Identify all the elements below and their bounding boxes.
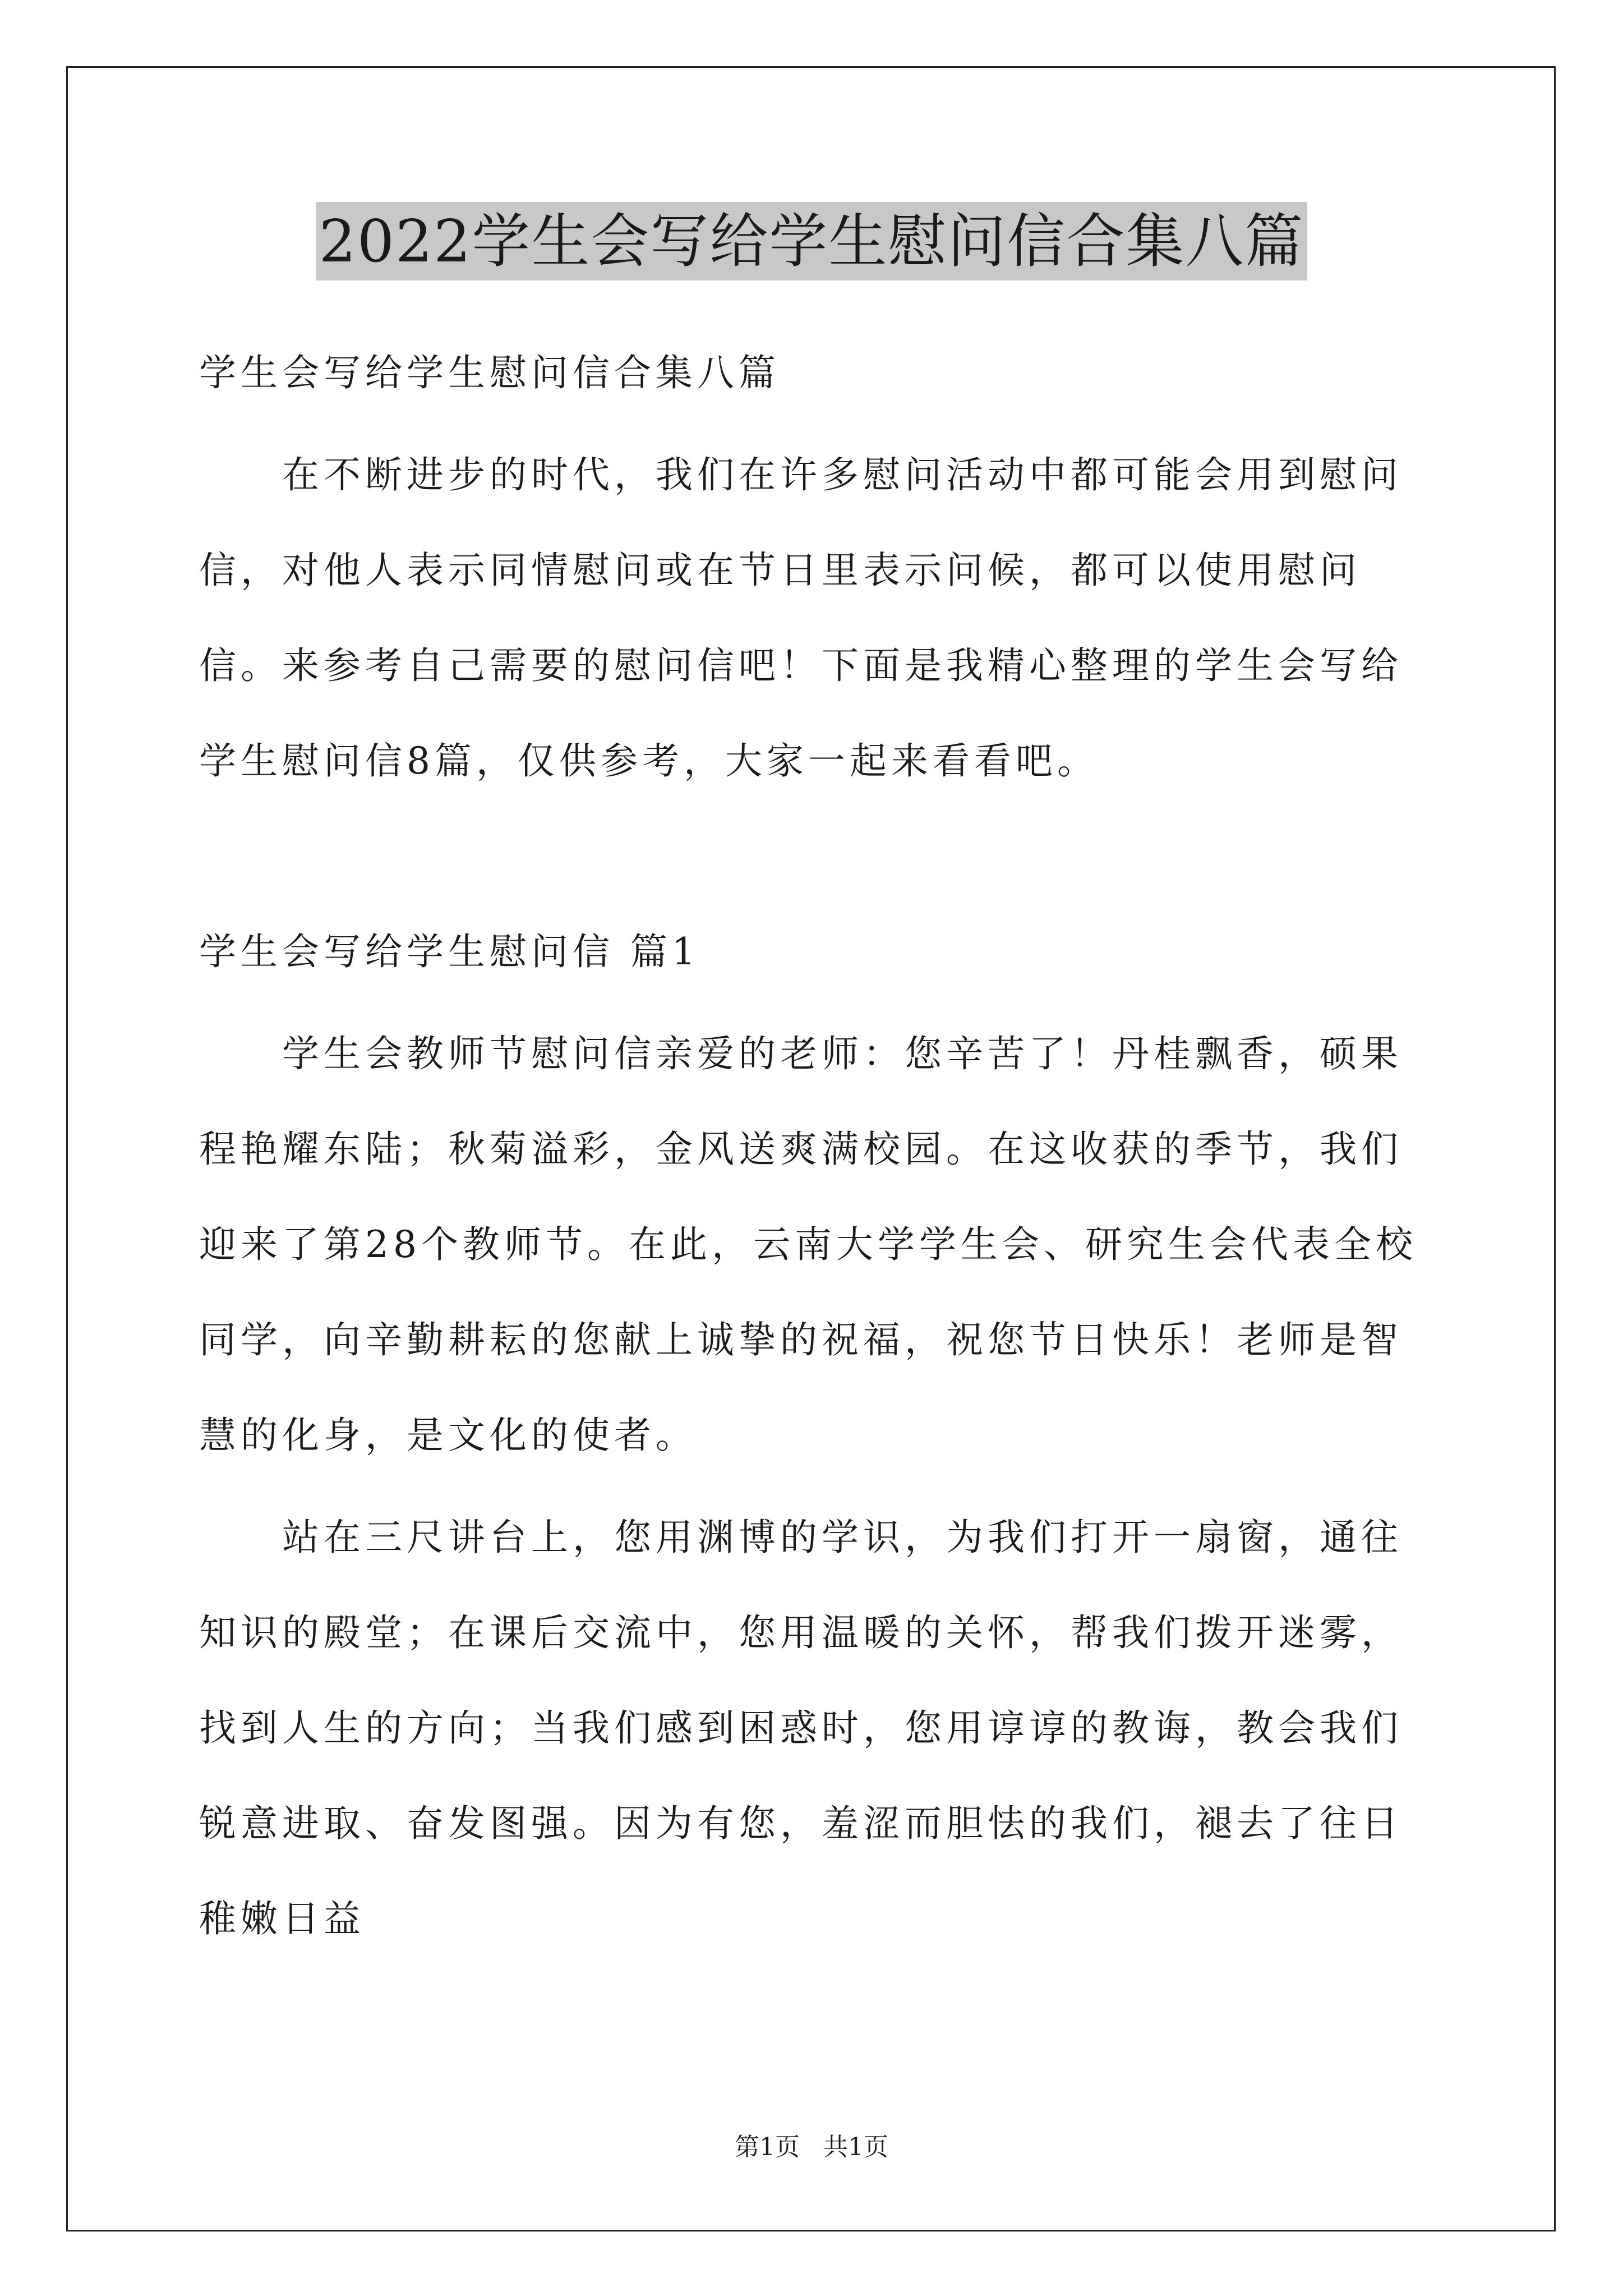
spacer — [199, 1000, 1433, 1006]
page-number-current: 第1页 — [735, 2133, 800, 2161]
page-number-total: 共1页 — [823, 2133, 888, 2161]
document-title: 2022学生会写给学生慰问信合集八篇 — [316, 202, 1308, 280]
section-heading: 学生会写给学生慰问信 篇1 — [199, 930, 700, 973]
body-paragraph-1: 学生会教师节慰问信亲爱的老师：您辛苦了！丹桂飘香，硕果程艳耀东陆；秋菊溢彩，金风送爽满校园。在这收获的季节，我们迎来了第28个教师节。在此，云南大学学生会、研究生会代表全校同学，向辛勤耕耘的您献上诚挚的祝福，祝您节日快乐！老师是智慧的化身，是文化的使者。 — [199, 1032, 1417, 1457]
section-gap — [199, 809, 1433, 904]
document-subtitle: 学生会写给学生慰问信合集八篇 — [199, 351, 780, 394]
document-body — [199, 325, 1433, 1967]
title-container — [0, 202, 1623, 280]
spacer — [199, 1483, 1433, 1490]
page-footer — [0, 2131, 1623, 2164]
intro-paragraph: 在不断进步的时代，我们在许多慰问活动中都可能会用到慰问信，对他人表示同情慰问或在节日里表示问候，都可以使用慰问信。来参考自己需要的慰问信吧！下面是我精心整理的学生会写给学生慰问信8篇，仅供参考，大家一起来看看吧。 — [199, 453, 1403, 783]
spacer — [199, 421, 1433, 427]
body-paragraph-2: 站在三尺讲台上，您用渊博的学识，为我们打开一扇窗，通往知识的殿堂；在课后交流中，您用温暖的关怀，帮我们拨开迷雾，找到人生的方向；当我们感到困惑时，您用谆谆的教诲，教会我们锐意进取、奋发图强。因为有您，羞涩而胆怯的我们，褪去了往日稚嫩日益 — [199, 1516, 1403, 1940]
